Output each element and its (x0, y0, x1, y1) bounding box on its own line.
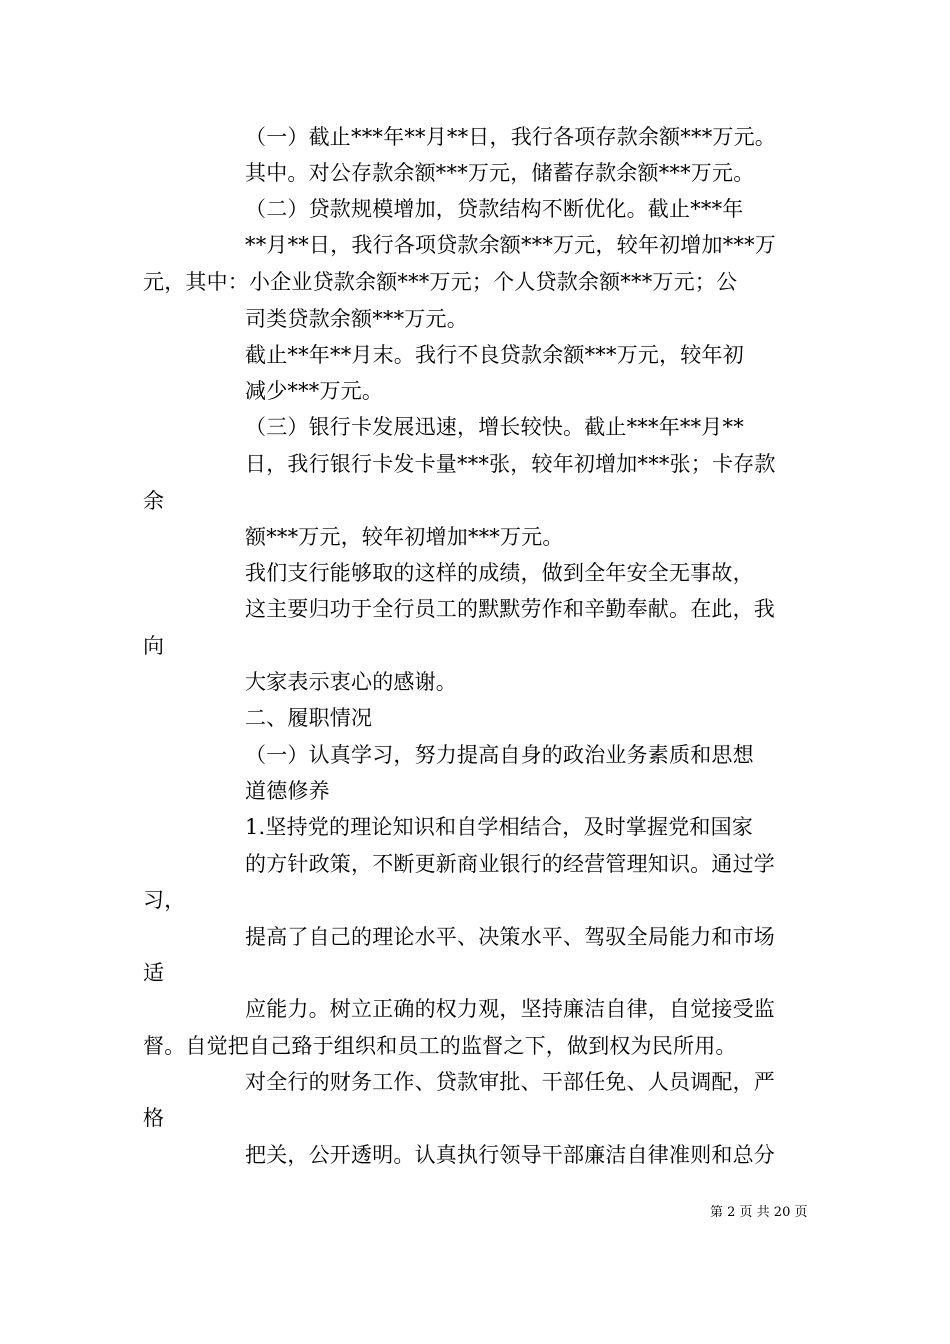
text-line: 减少***万元。 (245, 379, 384, 403)
text-line: 向 (143, 634, 165, 658)
text-line: 我们支行能够取的这样的成绩，做到全年安全无事故， (245, 561, 754, 585)
text-line: 应能力。树立正确的权力观，坚持廉洁自律，自觉接受监 (245, 997, 775, 1021)
text-line: （二）贷款规模增加，贷款结构不断优化。截止***年 (245, 197, 744, 221)
text-line: （一）截止***年**月**日，我行各项存款余额***万元。 (245, 125, 776, 149)
text-line: 额***万元，较年初增加***万元。 (245, 525, 564, 549)
text-line: 习， (143, 888, 186, 912)
text-line: 把关，公开透明。认真执行领导干部廉洁自律准则和总分 (245, 1143, 775, 1167)
text-line: （一）认真学习，努力提高自身的政治业务素质和思想 (245, 743, 754, 767)
text-line: 大家表示衷心的感谢。 (245, 670, 457, 694)
text-line: 对全行的财务工作、贷款审批、干部任免、人员调配，严 (245, 1070, 775, 1094)
text-line: 这主要归功于全行员工的默默劳作和辛勤奉献。在此，我 (245, 597, 775, 621)
text-line: 适 (143, 961, 165, 985)
text-line: 提高了自己的理论水平、决策水平、驾驭全局能力和市场 (245, 925, 775, 949)
text-line: 元，其中：小企业贷款余额***万元；个人贷款余额***万元；公 (143, 270, 738, 294)
page-number-footer: 第 2 页 共 20 页 (710, 1205, 808, 1220)
text-line: 司类贷款余额***万元。 (245, 307, 468, 331)
text-line: 格 (143, 1106, 165, 1130)
text-line: 其中。对公存款余额***万元，储蓄存款余额***万元。 (245, 161, 755, 185)
text-line: 督。自觉把自己臵于组织和员工的监督之下，做到权为民所用。 (143, 1034, 737, 1058)
text-line: 的方针政策，不断更新商业银行的经营管理知识。通过学 (245, 852, 775, 876)
text-line: （三）银行卡发展迅速，增长较快。截止***年**月** (245, 415, 744, 439)
text-line: 余 (143, 489, 165, 513)
text-line: 截止**年**月末。我行不良贷款余额***万元，较年初 (245, 343, 744, 367)
text-line: 1.坚持党的理论知识和自学相结合，及时掌握党和国家 (245, 815, 754, 839)
text-line: **月**日，我行各项贷款余额***万元，较年初增加***万 (245, 233, 776, 257)
text-line: 日，我行银行卡发卡量***张，较年初增加***张；卡存款 (245, 452, 776, 476)
section-heading: 二、履职情况 (245, 706, 373, 730)
text-line: 道德修养 (245, 779, 330, 803)
